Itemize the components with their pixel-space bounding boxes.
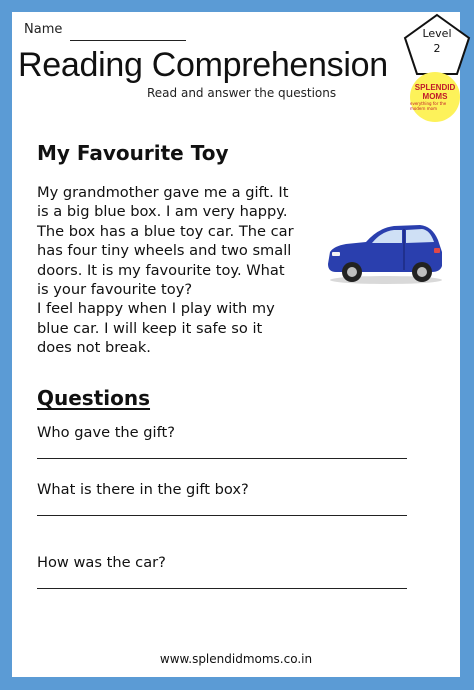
story-line: My grandmother gave me a gift. It bbox=[37, 184, 289, 201]
question-2: What is there in the gift box? bbox=[37, 481, 249, 498]
story-line: doors. It is my favourite toy. What bbox=[37, 261, 285, 279]
question-1: Who gave the gift? bbox=[37, 424, 175, 441]
splendid-moms-logo bbox=[410, 72, 460, 122]
story-line: is your favourite toy? bbox=[37, 281, 193, 299]
story-line: The box has a blue toy car. The car bbox=[37, 222, 294, 240]
level-label: Level bbox=[422, 27, 452, 40]
answer-line-3[interactable] bbox=[37, 588, 407, 589]
logo-text-2: MOMS bbox=[422, 92, 448, 101]
name-label: Name bbox=[24, 22, 63, 37]
answer-line-1[interactable] bbox=[37, 458, 407, 459]
name-field[interactable] bbox=[70, 40, 186, 41]
logo-text-1: SPLENDID bbox=[414, 83, 456, 92]
page-title: Reading Comprehension bbox=[18, 46, 388, 84]
story-line: has four tiny wheels and two small bbox=[37, 242, 292, 260]
story-line: blue car. I will keep it safe so it bbox=[37, 319, 263, 337]
worksheet bbox=[12, 12, 460, 677]
level-badge bbox=[402, 26, 472, 56]
website-footer: www.splendidmoms.co.in bbox=[159, 652, 313, 666]
level-value: 2 bbox=[433, 42, 441, 55]
story-line: I feel happy when I play with my bbox=[37, 300, 275, 318]
questions-heading: Questions bbox=[37, 386, 151, 410]
story-line: does not break. bbox=[37, 339, 151, 357]
question-3: How was the car? bbox=[37, 554, 166, 571]
story-line: is a big blue box. I am very happy. bbox=[37, 203, 288, 221]
story-passage bbox=[37, 183, 317, 358]
instructions: Read and answer the questions bbox=[147, 86, 337, 100]
answer-line-2[interactable] bbox=[37, 515, 407, 516]
logo-tagline: everything for the modern mom bbox=[410, 101, 447, 111]
blue-toy-car-icon bbox=[322, 218, 447, 288]
story-title: My Favourite Toy bbox=[37, 141, 229, 165]
